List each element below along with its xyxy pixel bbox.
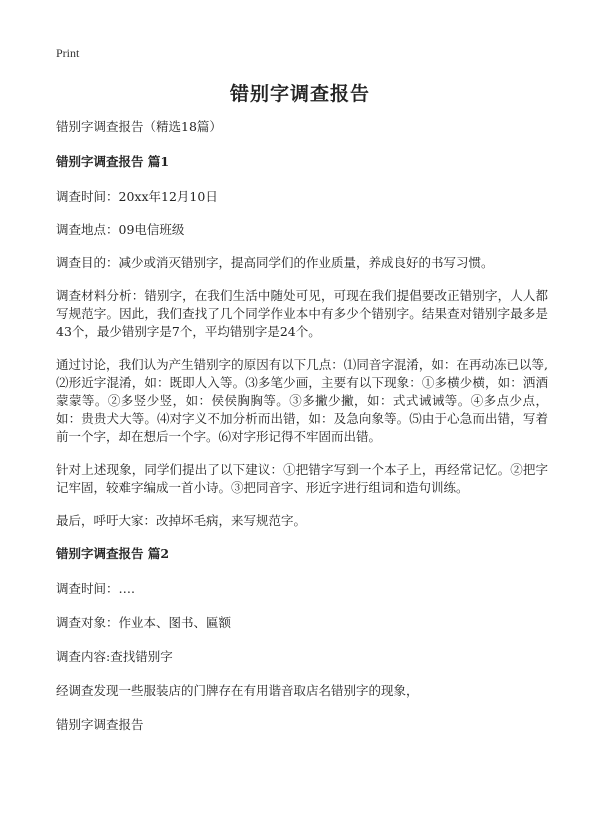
paragraph: 经调查发现一些服装店的门牌存在有用谐音取店名错别字的现象， xyxy=(56,683,419,698)
paragraph: 调查材料分析：错别字，在我们生活中随处可见，可现在我们提倡要改正错别字，人人都写规范字。因此，我们查找了几个同学作业本中有多少个错别字。结果查对错别字最多是43个，最少错别字是7个，平均错别字是24个。 xyxy=(56,288,548,339)
section-heading: 错别字调查报告 篇1 xyxy=(56,154,170,169)
document-title: 错别字调查报告 xyxy=(229,83,370,105)
paragraph: 调查对象：作业本、图书、匾额 xyxy=(56,615,232,630)
paragraph: 调查目的：减少或消灭错别字，提高同学们的作业质量，养成良好的书写习惯。 xyxy=(56,255,494,270)
print-link[interactable]: Print xyxy=(56,46,80,60)
paragraph: 调查地点：09电信班级 xyxy=(56,222,185,237)
document-subtitle: 错别字调查报告（精选18篇） xyxy=(56,119,222,134)
paragraph: 最后，呼吁大家：改掉坏毛病，来写规范字。 xyxy=(56,513,307,528)
paragraph: 调查内容:查找错别字 xyxy=(56,649,173,664)
paragraph: 针对上述现象，同学们提出了以下建议：①把错字写到一个本子上，再经常记忆。②把字记牢固，较难字编成一首小诗。③把同音字、形近字进行组词和造句训练。 xyxy=(56,462,548,495)
paragraph: 调查时间：…. xyxy=(56,581,135,596)
paragraph: 调查时间：20xx年12月10日 xyxy=(56,189,218,204)
paragraph: 错别字调查报告 xyxy=(56,717,144,732)
document-body xyxy=(56,118,548,750)
section-heading: 错别字调查报告 篇2 xyxy=(56,546,170,561)
paragraph: 通过讨论，我们认为产生错别字的原因有以下几点：⑴同音字混淆，如：在再动冻已以等,⑵形近字混淆，如：既即人入等。⑶多笔少画，主要有以下现象：①多横少横，如：洒酒蒙蒙等。②多竖少竖，如：侯侯胸胸等。③多撇少撇，如：式式诫诫等。④多点少点，如：贵贵犬大等。⑷对字义不加分析而出错，如：及急向象等。⑸由于心急而出错，写着前一个字，却在想后一个字。⑹对字形记得不牢固而出错。 xyxy=(56,357,548,444)
